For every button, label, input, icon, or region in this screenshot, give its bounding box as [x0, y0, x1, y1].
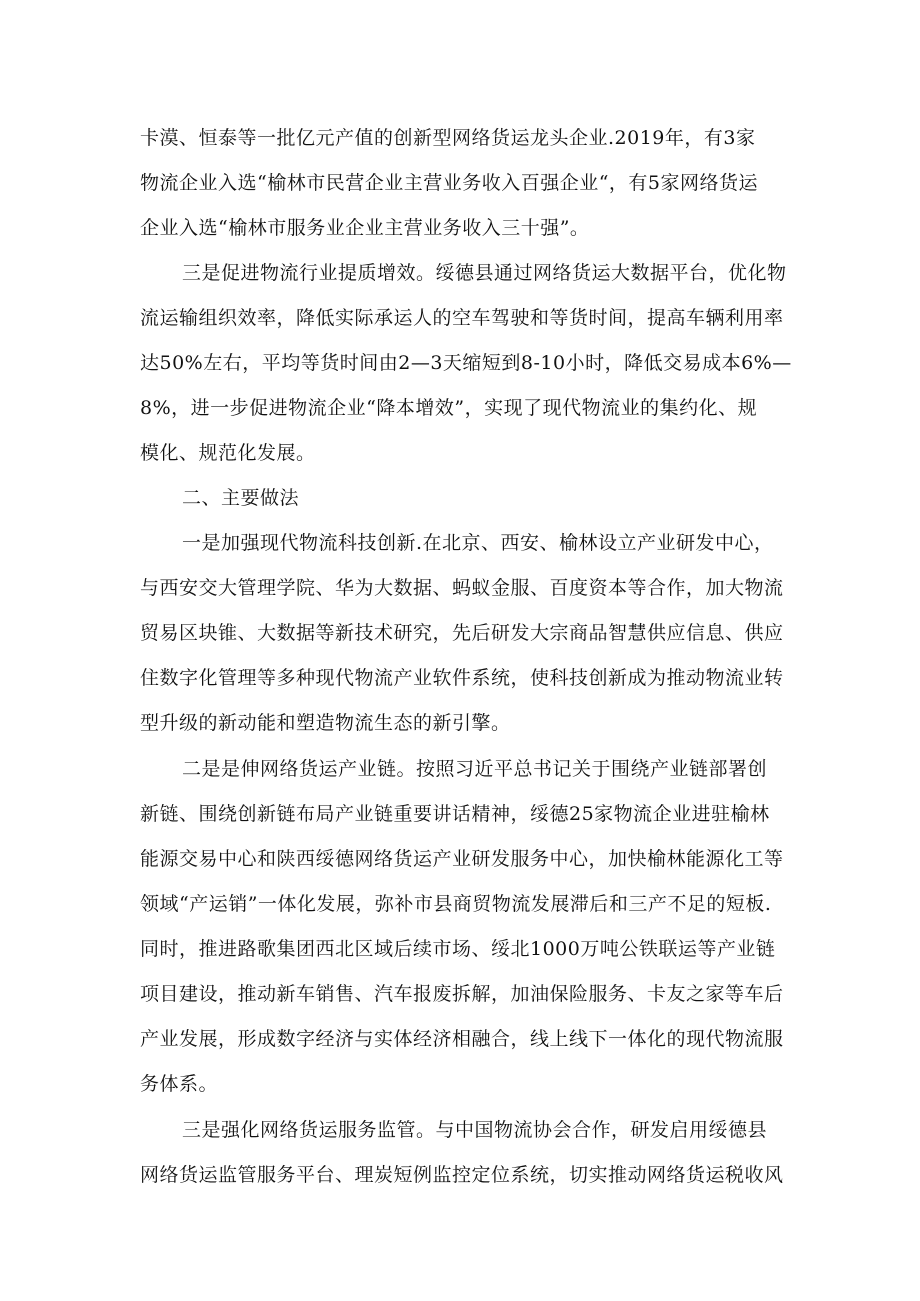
text-line: 住数字化管理等多种现代物流产业软件系统，使科技创新成为推动物流业转 — [140, 667, 784, 689]
paragraph-start-line: 三是强化网络货运服务监管。与中国物流协会合作，研发启用绥德县 — [182, 1119, 768, 1141]
text-line: 领域“产运销”一体化发展，弥补市县商贸物流发展滞后和三产不足的短板. — [140, 893, 772, 915]
text-line: 项目建设，推动新车销售、汽车报废拆解，加油保险服务、卡友之家等车后 — [140, 983, 784, 1005]
text-line: 模化、规范化发展。 — [140, 442, 316, 464]
text-line: 企业入选“榆林市服务业企业主营业务收入三十强”。 — [140, 217, 590, 239]
paragraph-start-line: 一是加强现代物流科技创新.在北京、西安、榆林设立产业研发中心， — [182, 532, 774, 554]
text-line: 与西安交大管理学院、华为大数据、蚂蚁金服、百度资本等合作，加大物流 — [140, 577, 784, 599]
text-line: 物流企业入选“榆林市民营企业主营业务收入百强企业“，有5家网络货运 — [140, 172, 759, 194]
text-line: 能源交易中心和陕西绥德网络货运产业研发服务中心，加快榆林能源化工等 — [140, 848, 784, 870]
text-line: 产业发展，形成数字经济与实体经济相融合，线上线下一体化的现代物流服 — [140, 1028, 784, 1050]
text-line: 流运输组织效率，降低实际承运人的空车驾驶和等货时间，提高车辆利用率 — [140, 307, 784, 329]
section-heading: 二、主要做法 — [182, 487, 300, 509]
paragraph-start-line: 三是促进物流行业提质增效。绥德县通过网络货运大数据平台，优化物 — [182, 262, 787, 284]
text-line: 8%，进一步促进物流企业“降本增效”，实现了现代物流业的集约化、规 — [140, 397, 758, 419]
text-line: 新链、围绕创新链布局产业链重要讲话精神，绥德25家物流企业进驻榆林 — [140, 803, 770, 825]
text-line: 网络货运监管服务平台、理炭短例监控定位系统，切实推动网络货运税收风 — [140, 1164, 784, 1186]
text-line: 同时，推进路歌集团西北区域后续市场、绥北1000万吨公铁联运等产业链 — [140, 938, 776, 960]
text-line: 务体系。 — [140, 1073, 219, 1095]
text-line: 卡漠、恒泰等一批亿元产值的创新型网络货运龙头企业.2019年，有3家 — [140, 127, 756, 149]
paragraph-start-line: 二是是伸网络货运产业链。按照习近平总书记关于围绕产业链部署创 — [182, 758, 768, 780]
text-line: 贸易区块锥、大数据等新技术研究，先后研发大宗商品智慧供应信息、供应 — [140, 622, 784, 644]
text-line: 达50%左右，平均等货时间由2—3天缩短到8-10小时，降低交易成本6%— — [140, 352, 792, 374]
text-line: 型升级的新动能和塑造物流生态的新引擎。 — [140, 712, 511, 734]
